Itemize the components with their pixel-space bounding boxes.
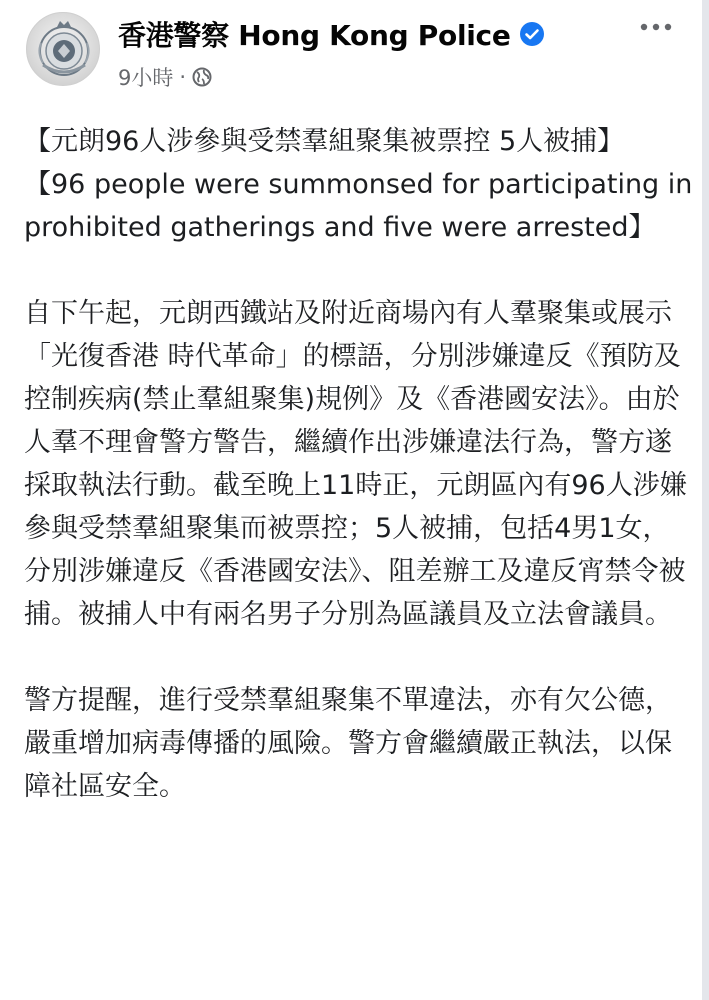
- post-title-chinese: 【元朗96人涉參與受禁羣組聚集被票控 5人被捕】: [24, 126, 625, 157]
- more-options-icon[interactable]: [636, 12, 676, 42]
- page-name[interactable]: [118, 14, 545, 54]
- page-name-text[interactable]: 香港警察 Hong Kong Police: [118, 19, 511, 52]
- post-title-english: 【96 people were summonsed for participating in prohibited gatherings and five were arrested】: [24, 169, 701, 243]
- police-badge-avatar[interactable]: [26, 12, 100, 86]
- globe-icon[interactable]: [192, 67, 212, 87]
- post-paragraph-2: 警方提醒，進行受禁羣組聚集不單違法，亦有欠公德，嚴重增加病毒傳播的風險。警方會繼續嚴正執法，以保障社區安全。: [24, 685, 672, 802]
- police-badge-icon: [27, 13, 101, 87]
- post-paragraph-1: 自下午起，元朗西鐵站及附近商場內有人羣聚集或展示「光復香港 時代革命」的標語，分別涉嫌違反《預防及控制疾病(禁止羣組聚集)規例》及《香港國安法》。由於人羣不理會警方警告，繼續作出涉嫌違法行為，警方遂採取執法行動。截至晚上11時正，元朗區內有96人涉嫌參與受禁羣組聚集而被票控；5人被捕，包括4男1女，分別涉嫌違反《香港國安法》、阻差辦工及違反宵禁令被捕。被捕人中有兩名男子分別為區議員及立法會議員。: [24, 298, 687, 630]
- scroll-edge: [702, 0, 709, 1000]
- meta-separator: ·: [179, 65, 187, 89]
- post-timestamp[interactable]: 9小時: [118, 66, 174, 90]
- verified-badge-icon: [519, 21, 545, 47]
- post-header: [0, 0, 709, 110]
- post-body: [24, 120, 701, 808]
- post-meta: [118, 62, 212, 92]
